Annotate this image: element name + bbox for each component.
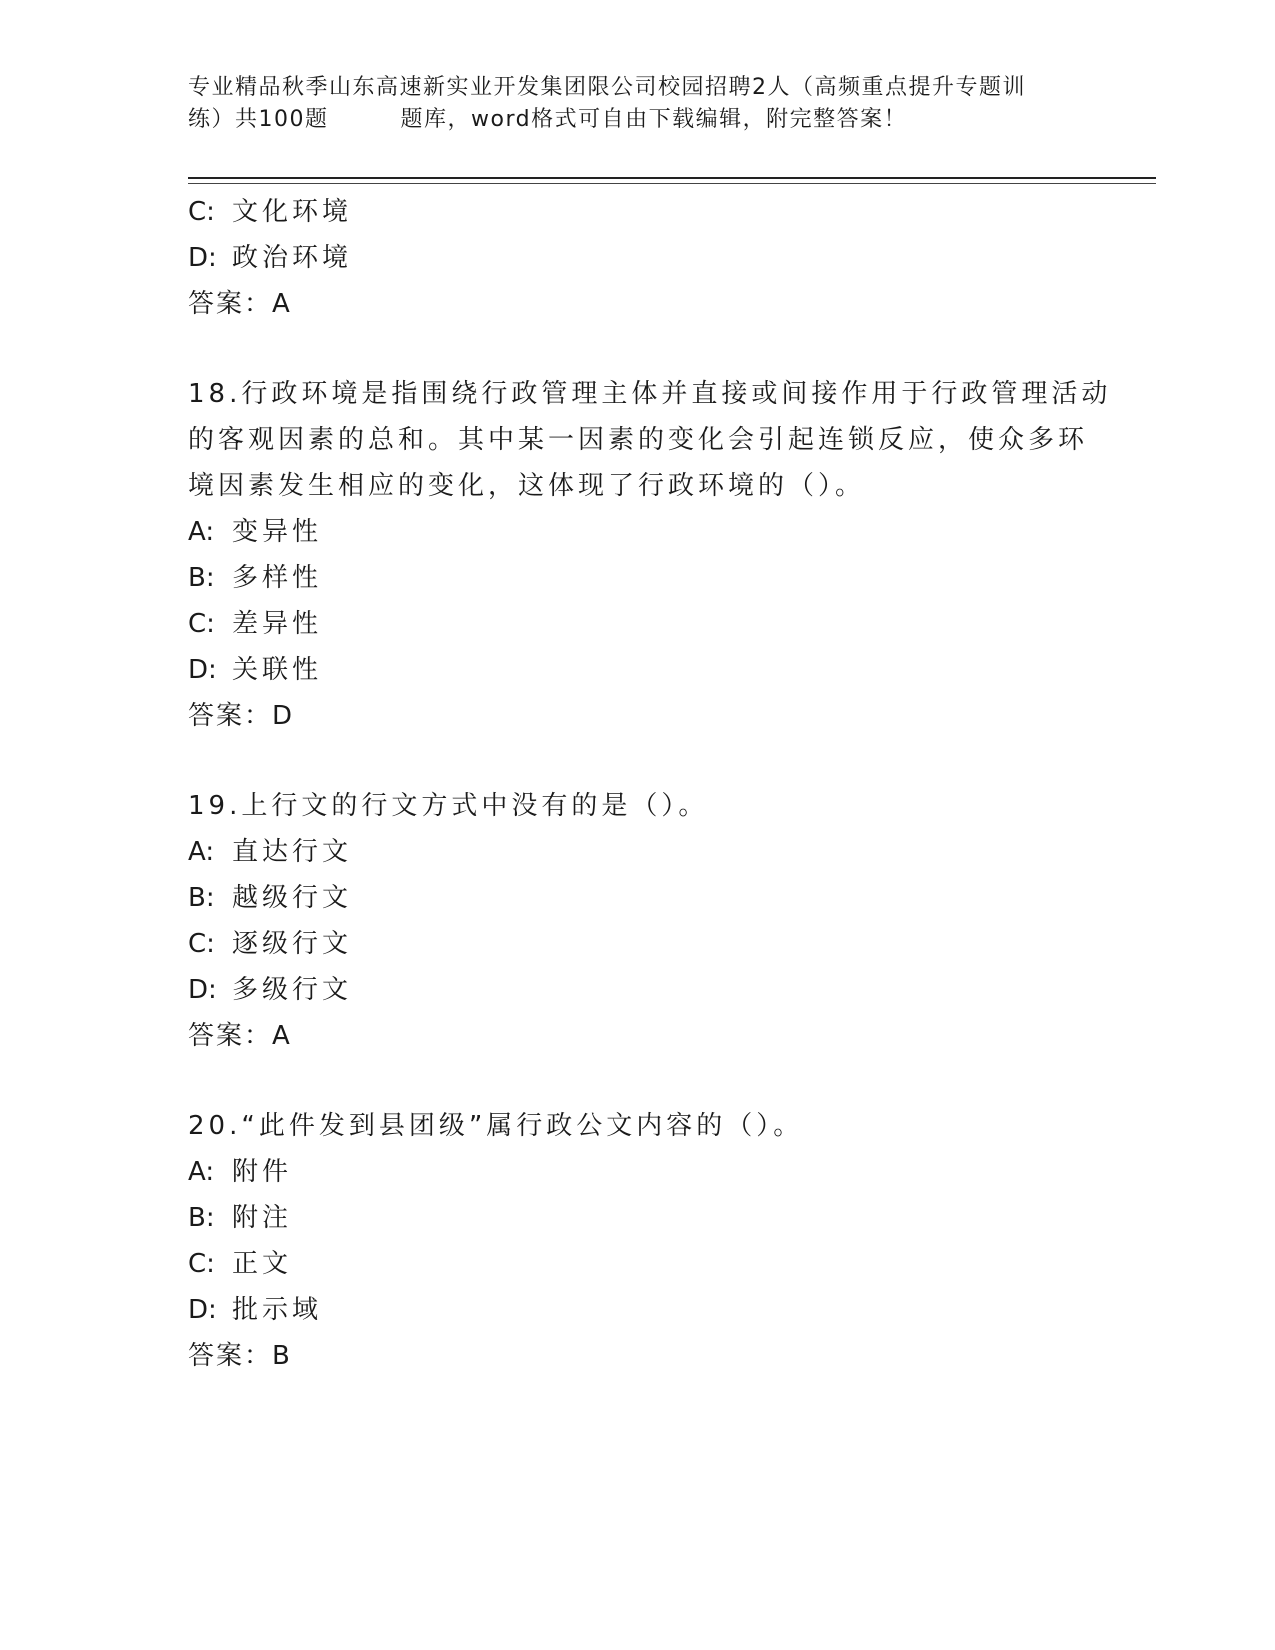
option-text: 逐级行文: [232, 929, 353, 959]
question-20: [188, 1103, 1088, 1379]
option-text: 关联性: [232, 655, 323, 685]
option-line: [188, 1287, 1088, 1333]
answer-line: [188, 281, 1088, 327]
option-line: [188, 967, 1088, 1013]
header-rule-thin: [188, 183, 1156, 184]
question-stem-line: 18.行政环境是指围绕行政管理主体并直接或间接作用于行政管理活动: [188, 379, 1112, 409]
header-line-1: 专业精品秋季山东高速新实业开发集团限公司校园招聘2人（高频重点提升专题训: [188, 75, 1026, 100]
option-text: 差异性: [232, 609, 323, 639]
answer-label: 答案：: [188, 1341, 273, 1371]
option-line: [188, 509, 1088, 555]
option-text: 附件: [232, 1157, 293, 1187]
question-stem-line: 19.上行文的行文方式中没有的是（）。: [188, 791, 709, 821]
option-letter: C:: [188, 197, 215, 227]
option-letter: D:: [188, 1295, 217, 1325]
option-line: [188, 1195, 1088, 1241]
question-spacer: [188, 1059, 1088, 1103]
header-line-2: [188, 104, 1093, 136]
option-text: 附注: [232, 1203, 293, 1233]
option-text: 直达行文: [232, 837, 353, 867]
option-line: [188, 647, 1088, 693]
option-letter: A:: [188, 1157, 215, 1187]
answer-value: D: [272, 701, 293, 731]
option-line: [188, 875, 1088, 921]
answer-value: A: [272, 1021, 290, 1051]
answer-value: B: [272, 1341, 290, 1371]
option-letter: D:: [188, 655, 217, 685]
option-text: 多样性: [232, 563, 323, 593]
answer-line: [188, 693, 1088, 739]
option-text: 正文: [232, 1249, 293, 1279]
answer-label: 答案：: [188, 1021, 273, 1051]
option-letter: B:: [188, 883, 215, 913]
question-stem-line: 境因素发生相应的变化，这体现了行政环境的（）。: [188, 471, 866, 501]
option-letter: A:: [188, 837, 215, 867]
question-spacer: [188, 327, 1088, 371]
question-19: [188, 783, 1088, 1059]
option-letter: C:: [188, 1249, 215, 1279]
option-text: 多级行文: [232, 975, 353, 1005]
option-letter: C:: [188, 609, 215, 639]
question-18: [188, 371, 1112, 739]
question-content: [188, 189, 1112, 1379]
option-line: [188, 1149, 1088, 1195]
option-letter: D:: [188, 975, 217, 1005]
option-letter: D:: [188, 243, 217, 273]
option-text: 政治环境: [232, 243, 353, 273]
question-spacer: [188, 739, 1088, 783]
option-line: [188, 235, 1088, 281]
option-line: [188, 601, 1088, 647]
option-letter: C:: [188, 929, 215, 959]
answer-line: [188, 1013, 1088, 1059]
option-letter: A:: [188, 517, 215, 547]
option-text: 文化环境: [232, 197, 353, 227]
question-stem-line: 的客观因素的总和。其中某一因素的变化会引起连锁反应，使众多环: [188, 425, 1089, 455]
option-line: [188, 189, 1088, 235]
option-letter: B:: [188, 1203, 215, 1233]
answer-value: A: [272, 289, 290, 319]
page-header: [188, 72, 1093, 136]
header-line-2-part-1: 练）共100题: [188, 107, 329, 132]
option-line: [188, 1241, 1088, 1287]
header-line-2-part-2: 题库，word格式可自由下载编辑，附完整答案！: [400, 107, 908, 132]
option-line: [188, 921, 1088, 967]
answer-label: 答案：: [188, 289, 273, 319]
option-text: 变异性: [232, 517, 323, 547]
question-stem-line: 20.“此件发到县团级”属行政公文内容的（）。: [188, 1111, 804, 1141]
header-rule-thick: [188, 177, 1156, 179]
answer-label: 答案：: [188, 701, 273, 731]
option-line: [188, 829, 1088, 875]
option-text: 批示域: [232, 1295, 323, 1325]
answer-line: [188, 1333, 1088, 1379]
option-text: 越级行文: [232, 883, 353, 913]
option-line: [188, 555, 1088, 601]
option-letter: B:: [188, 563, 215, 593]
